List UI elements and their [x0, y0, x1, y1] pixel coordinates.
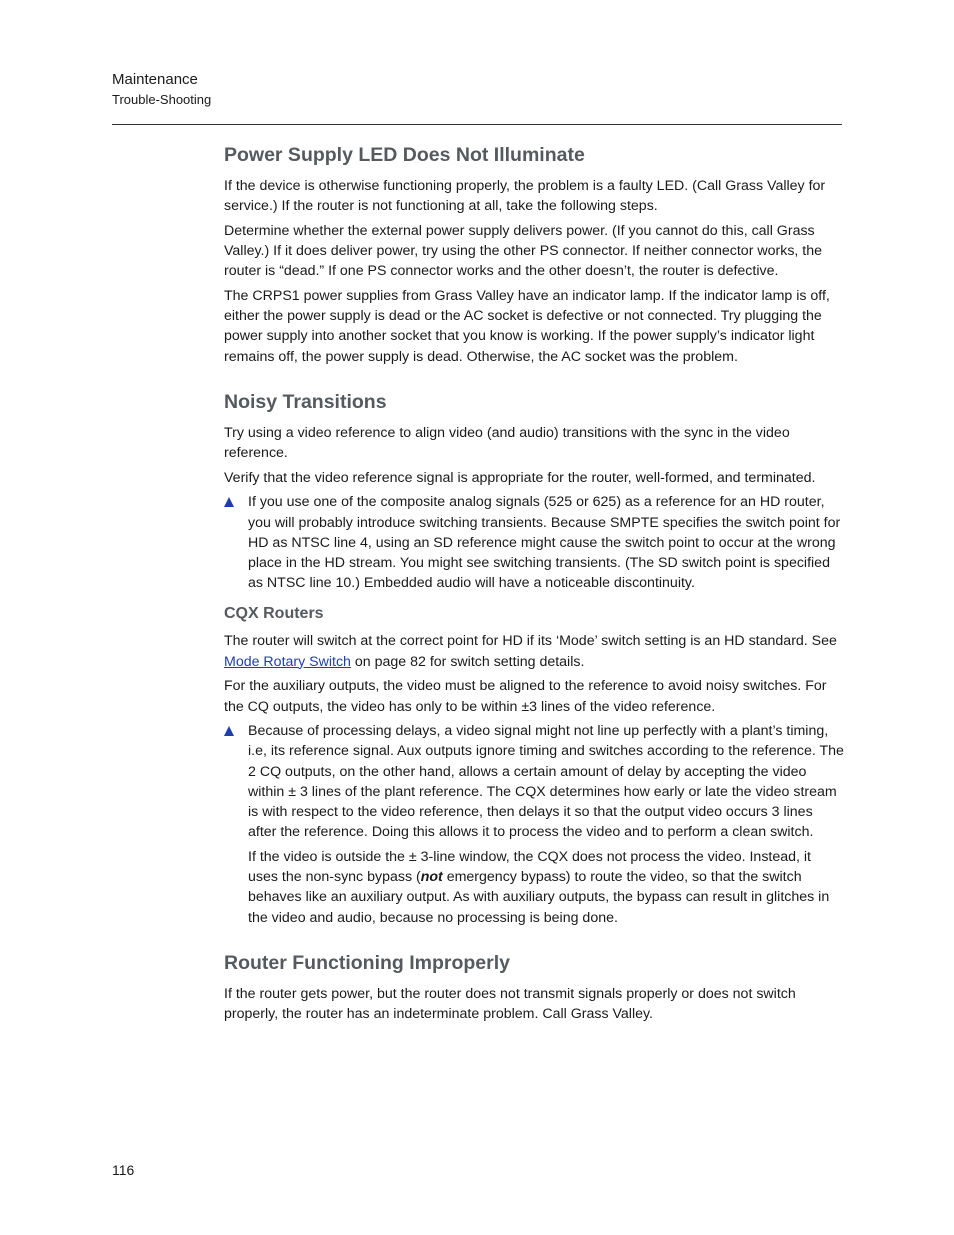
heading-noisy-transitions: Noisy Transitions — [224, 390, 387, 413]
section-noisy-transitions — [224, 389, 844, 928]
paragraph: For the auxiliary outputs, the video must be aligned to the reference to avoid noisy switches. For the CQ outputs, the video has only to be within ±3 lines of the video reference. — [224, 678, 827, 715]
triangle-bullet-icon — [224, 726, 234, 736]
bullet-text: If you use one of the composite analog signals (525 or 625) as a reference for an HD router, you will probably introduce switching transients. Because SMPTE specifies the switch point for HD as NTSC line 4, using an SD reference might cause the switch point to occur at the wrong place in the HD stream. You might see switching transients. (The SD switch point is specified as NTSC line 10.) Embedded audio will have a noticeable discontinuity. — [248, 494, 841, 592]
header-section: Trouble-Shooting — [112, 92, 212, 107]
heading-cqx-routers: CQX Routers — [224, 605, 324, 623]
triangle-bullet-icon — [224, 497, 234, 507]
text-run: If the video is outside the ± 3-line window, the CQX does not process the video. Instead, it uses the non-sync bypass ( — [248, 848, 811, 886]
header-divider — [112, 124, 842, 125]
mode-rotary-switch-link[interactable]: Mode Rotary Switch — [224, 653, 351, 670]
heading-power-supply: Power Supply LED Does Not Illuminate — [224, 144, 585, 166]
header-chapter: Maintenance — [112, 71, 198, 88]
bullet-continuation — [224, 847, 844, 928]
bullet-text: Because of processing delays, a video signal might not line up perfectly with a plant’s timing, i.e, its reference signal. Aux outputs ignore timing and switches according to the reference. The 2 CQ outputs, on the other hand, allows a certain amount of delay by accepting the video within ± 3 lines of the plant reference. The CQX determines how early or late the video stream is with respect to the video reference, then delays it so that the output video occurs 3 lines after the reference. Doing this allows it to process the video and to perform a clean switch. — [248, 723, 844, 841]
emphasis-not: not — [420, 869, 443, 886]
paragraph: The CRPS1 power supplies from Grass Valley have an indicator lamp. If the indicator lamp is off, either the power supply is dead or the AC socket is defective or not connected. Try plugging the power supply into another socket that you know is working. If the power supply’s indicator light remains off, the power supply is dead. Otherwise, the AC socket was the problem. — [224, 288, 830, 365]
subsection-cqx-routers — [224, 603, 844, 927]
text-run: on page 82 for switch setting details. — [350, 653, 585, 670]
section-router-functioning — [224, 950, 844, 1024]
paragraph: Try using a video reference to align video (and audio) transitions with the sync in the video reference. — [224, 424, 790, 462]
paragraph — [224, 631, 844, 671]
section-power-supply — [224, 142, 844, 367]
text-run: emergency bypass) to route the video, so that the switch behaves like an auxiliary output. As with auxiliary outputs, the bypass can result in glitches in the video and audio, because no processing is being done. — [248, 869, 830, 926]
paragraph: If the device is otherwise functioning properly, the problem is a faulty LED. (Call Grass Valley for service.) If the router is not functioning at all, take the following steps. — [224, 178, 826, 215]
page-content — [224, 142, 844, 1046]
heading-router-functioning: Router Functioning Improperly — [224, 951, 510, 974]
text-run: The router will switch at the correct point for HD if its ‘Mode’ switch setting is an HD standard. See — [224, 633, 837, 650]
bullet-item — [224, 721, 844, 842]
paragraph: Determine whether the external power supply delivers power. (If you cannot do this, call Grass Valley.) If it does deliver power, try using the other PS connector. If neither connector works, the router is “dead.” If one PS connector works and the other doesn’t, the router is defective. — [224, 222, 823, 280]
paragraph: If the router gets power, but the router does not transmit signals properly or does not switch properly, the router has an indeterminate problem. Call Grass Valley. — [224, 985, 796, 1022]
page-number: 116 — [112, 1162, 135, 1178]
bullet-item — [224, 492, 844, 593]
paragraph: Verify that the video reference signal is appropriate for the router, well-formed, and terminated. — [224, 469, 816, 486]
